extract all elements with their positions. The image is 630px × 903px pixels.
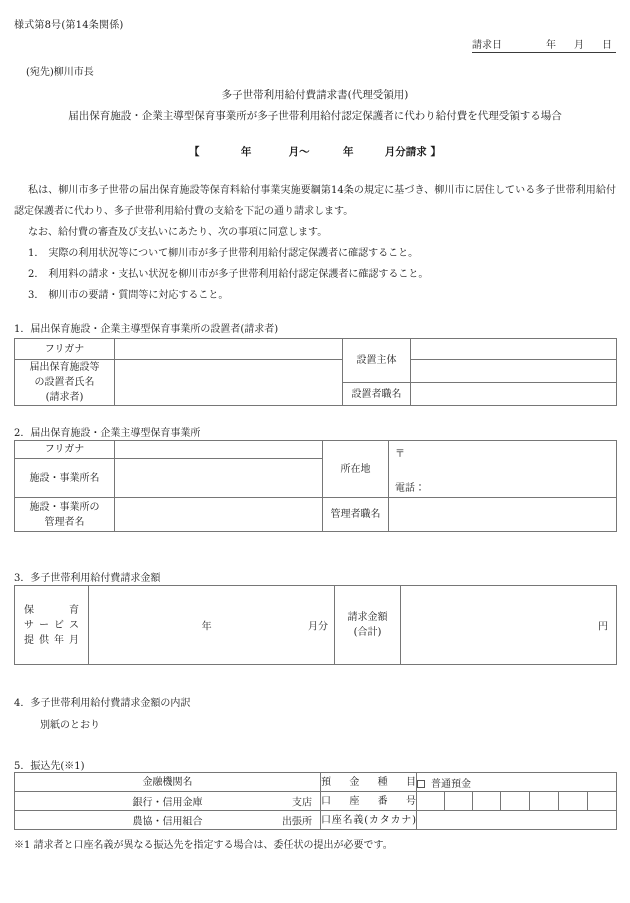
period-year-2: 年 xyxy=(342,146,354,158)
consent-item xyxy=(14,264,616,285)
consent-item-number: 3． xyxy=(28,290,45,301)
claim-amount-label-line1: 請求金額 xyxy=(347,612,388,623)
establisher-name-label-line2: の設置者氏名 xyxy=(34,377,95,388)
financial-institution-label: 金融機関名 xyxy=(15,773,321,792)
establisher-title-input[interactable] xyxy=(411,383,617,406)
table-row xyxy=(15,441,617,459)
claim-period-line xyxy=(0,144,630,159)
account-digit-cell[interactable] xyxy=(588,792,617,811)
service-period-label-line3: 提供年月 xyxy=(24,634,79,646)
account-digit-cell[interactable] xyxy=(473,792,501,811)
period-bracket-close: 】 xyxy=(430,146,441,158)
section-1-table xyxy=(14,338,617,406)
section-4-note: 別紙のとおり xyxy=(40,720,100,731)
claim-date-day-unit: 日 xyxy=(602,40,612,51)
claim-amount-label xyxy=(335,586,401,665)
consent-item-number: 1． xyxy=(28,248,45,259)
account-number-label: 口座番号 xyxy=(321,792,417,811)
claim-date-line xyxy=(472,36,616,53)
service-period-label-line1: 保育 xyxy=(24,604,79,616)
service-period-label-line2: サービス xyxy=(24,619,79,631)
furigana-input[interactable] xyxy=(115,339,343,360)
table-row xyxy=(15,498,617,532)
manager-name-label-line2: 管理者名 xyxy=(44,516,85,528)
period-month-2: 月分請求 xyxy=(384,146,427,158)
body-text-block xyxy=(14,180,616,306)
manager-name-label-line1: 施設・事業所の xyxy=(29,501,100,513)
section-2-table xyxy=(14,440,617,532)
location-input[interactable] xyxy=(389,441,617,498)
bank-name-input-row2[interactable] xyxy=(15,811,321,830)
establisher-name-label xyxy=(15,360,115,406)
form-code: 様式第8号(第14条関係) xyxy=(14,20,124,31)
account-holder-label: 口座名義(カタカナ) xyxy=(321,811,417,830)
furigana-label: フリガナ xyxy=(15,441,115,459)
furigana-label: フリガナ xyxy=(15,339,115,360)
claim-date-label: 請求日 xyxy=(472,40,502,51)
establisher-name-label-line3: (請求者) xyxy=(45,392,84,403)
account-digit-cell[interactable] xyxy=(559,792,588,811)
addressee: (宛先)柳川市長 xyxy=(26,67,94,78)
claim-amount-label-line2: (合計) xyxy=(353,627,382,638)
establisher-body-label: 設置主体 xyxy=(343,339,411,383)
yen-unit: 円 xyxy=(598,621,608,633)
section-1-heading: 1．届出保育施設・企業主導型保育事業所の設置者(請求者) xyxy=(14,324,279,335)
table-row xyxy=(15,586,617,665)
body-paragraph-1: 私は、柳川市多子世帯の届出保育施設等保育料給付事業実施要綱第14条の規定に基づき、柳川市に居住している多子世帯利用給付認定保護者に代わり、多子世帯利用給付費の支給を下記の通り請求します。 xyxy=(14,185,616,217)
consent-item xyxy=(14,285,616,306)
bank-type-label-2: 農協・信用組合 xyxy=(132,816,203,828)
table-row xyxy=(15,339,617,360)
period-month-1: 月～ xyxy=(288,146,310,158)
establisher-name-label-line1: 届出保育施設等 xyxy=(29,362,100,373)
service-period-input[interactable] xyxy=(89,586,335,665)
service-period-label xyxy=(15,586,89,665)
table-row xyxy=(15,811,617,830)
claim-amount-input[interactable] xyxy=(401,586,617,665)
table-row xyxy=(15,792,617,811)
section-3-heading: 3．多子世帯利用給付費請求金額 xyxy=(14,573,161,584)
ordinary-deposit-label: 普通預金 xyxy=(431,778,471,790)
table-row xyxy=(15,773,617,792)
manager-name-input[interactable] xyxy=(115,498,323,532)
manager-title-label: 管理者職名 xyxy=(323,498,389,532)
facility-name-label: 施設・事業所名 xyxy=(15,459,115,498)
section-3-table xyxy=(14,585,617,665)
period-bracket-open: 【 xyxy=(189,146,200,158)
bank-type-label-1: 銀行・信用金庫 xyxy=(132,797,203,809)
establisher-title-label: 設置者職名 xyxy=(343,383,411,406)
ordinary-deposit-checkbox-icon[interactable] xyxy=(417,780,425,788)
account-holder-input[interactable] xyxy=(417,811,617,830)
page-title: 多子世帯利用給付費請求書(代理受領用) xyxy=(221,89,409,101)
consent-item-text: 柳川市の要請・質問等に対応すること。 xyxy=(48,290,229,301)
section-5-heading: 5．振込先(※1) xyxy=(14,761,85,772)
manager-title-input[interactable] xyxy=(389,498,617,532)
establisher-title-input-top[interactable] xyxy=(411,360,617,383)
branch-suffix-label-1: 支店 xyxy=(292,797,312,809)
establisher-name-input[interactable] xyxy=(115,360,343,406)
page-subtitle: 届出保育施設・企業主導型保育事業所が多子世帯利用給付認定保護者に代わり給付費を代理受領する場合 xyxy=(68,110,562,122)
service-month-unit: 月分 xyxy=(308,621,328,633)
claim-date-year-unit: 年 xyxy=(546,40,556,51)
branch-suffix-label-2: 出張所 xyxy=(282,816,312,828)
section-2-heading: 2．届出保育施設・企業主導型保育事業所 xyxy=(14,428,201,439)
section-5-table xyxy=(14,772,617,830)
consent-item-text: 利用料の請求・支払い状況を柳川市が多子世帯利用給付認定保護者に確認すること。 xyxy=(48,269,429,280)
body-paragraph-2: なお、給付費の審査及び支払いにあたり、次の事項に同意します。 xyxy=(28,227,328,238)
section-5-footnote: ※1 請求者と口座名義が異なる振込先を指定する場合は、委任状の提出が必要です。 xyxy=(14,840,393,851)
period-year-1: 年 xyxy=(240,146,252,158)
deposit-type-label: 預金種目 xyxy=(321,773,417,792)
account-digit-cell[interactable] xyxy=(445,792,473,811)
furigana-input[interactable] xyxy=(115,441,323,459)
account-digit-cell[interactable] xyxy=(417,792,445,811)
manager-name-label xyxy=(15,498,115,532)
service-year-unit: 年 xyxy=(201,621,212,633)
location-label: 所在地 xyxy=(323,441,389,498)
postal-mark-icon: 〒 xyxy=(395,448,405,460)
telephone-label: 電話： xyxy=(395,482,425,494)
table-row xyxy=(15,360,617,383)
deposit-type-option[interactable] xyxy=(417,773,617,792)
claim-date-month-unit: 月 xyxy=(574,40,584,51)
account-digit-cell[interactable] xyxy=(530,792,559,811)
consent-item-number: 2． xyxy=(28,269,45,280)
bank-name-input-row1[interactable] xyxy=(15,792,321,811)
section-4-heading: 4．多子世帯利用給付費請求金額の内訳 xyxy=(14,698,191,709)
consent-item xyxy=(14,243,616,264)
account-digit-cell[interactable] xyxy=(501,792,530,811)
facility-name-input[interactable] xyxy=(115,459,323,498)
consent-item-text: 実際の利用状況等について柳川市が多子世帯利用給付認定保護者に確認すること。 xyxy=(48,248,419,259)
establisher-body-input[interactable] xyxy=(411,339,617,360)
